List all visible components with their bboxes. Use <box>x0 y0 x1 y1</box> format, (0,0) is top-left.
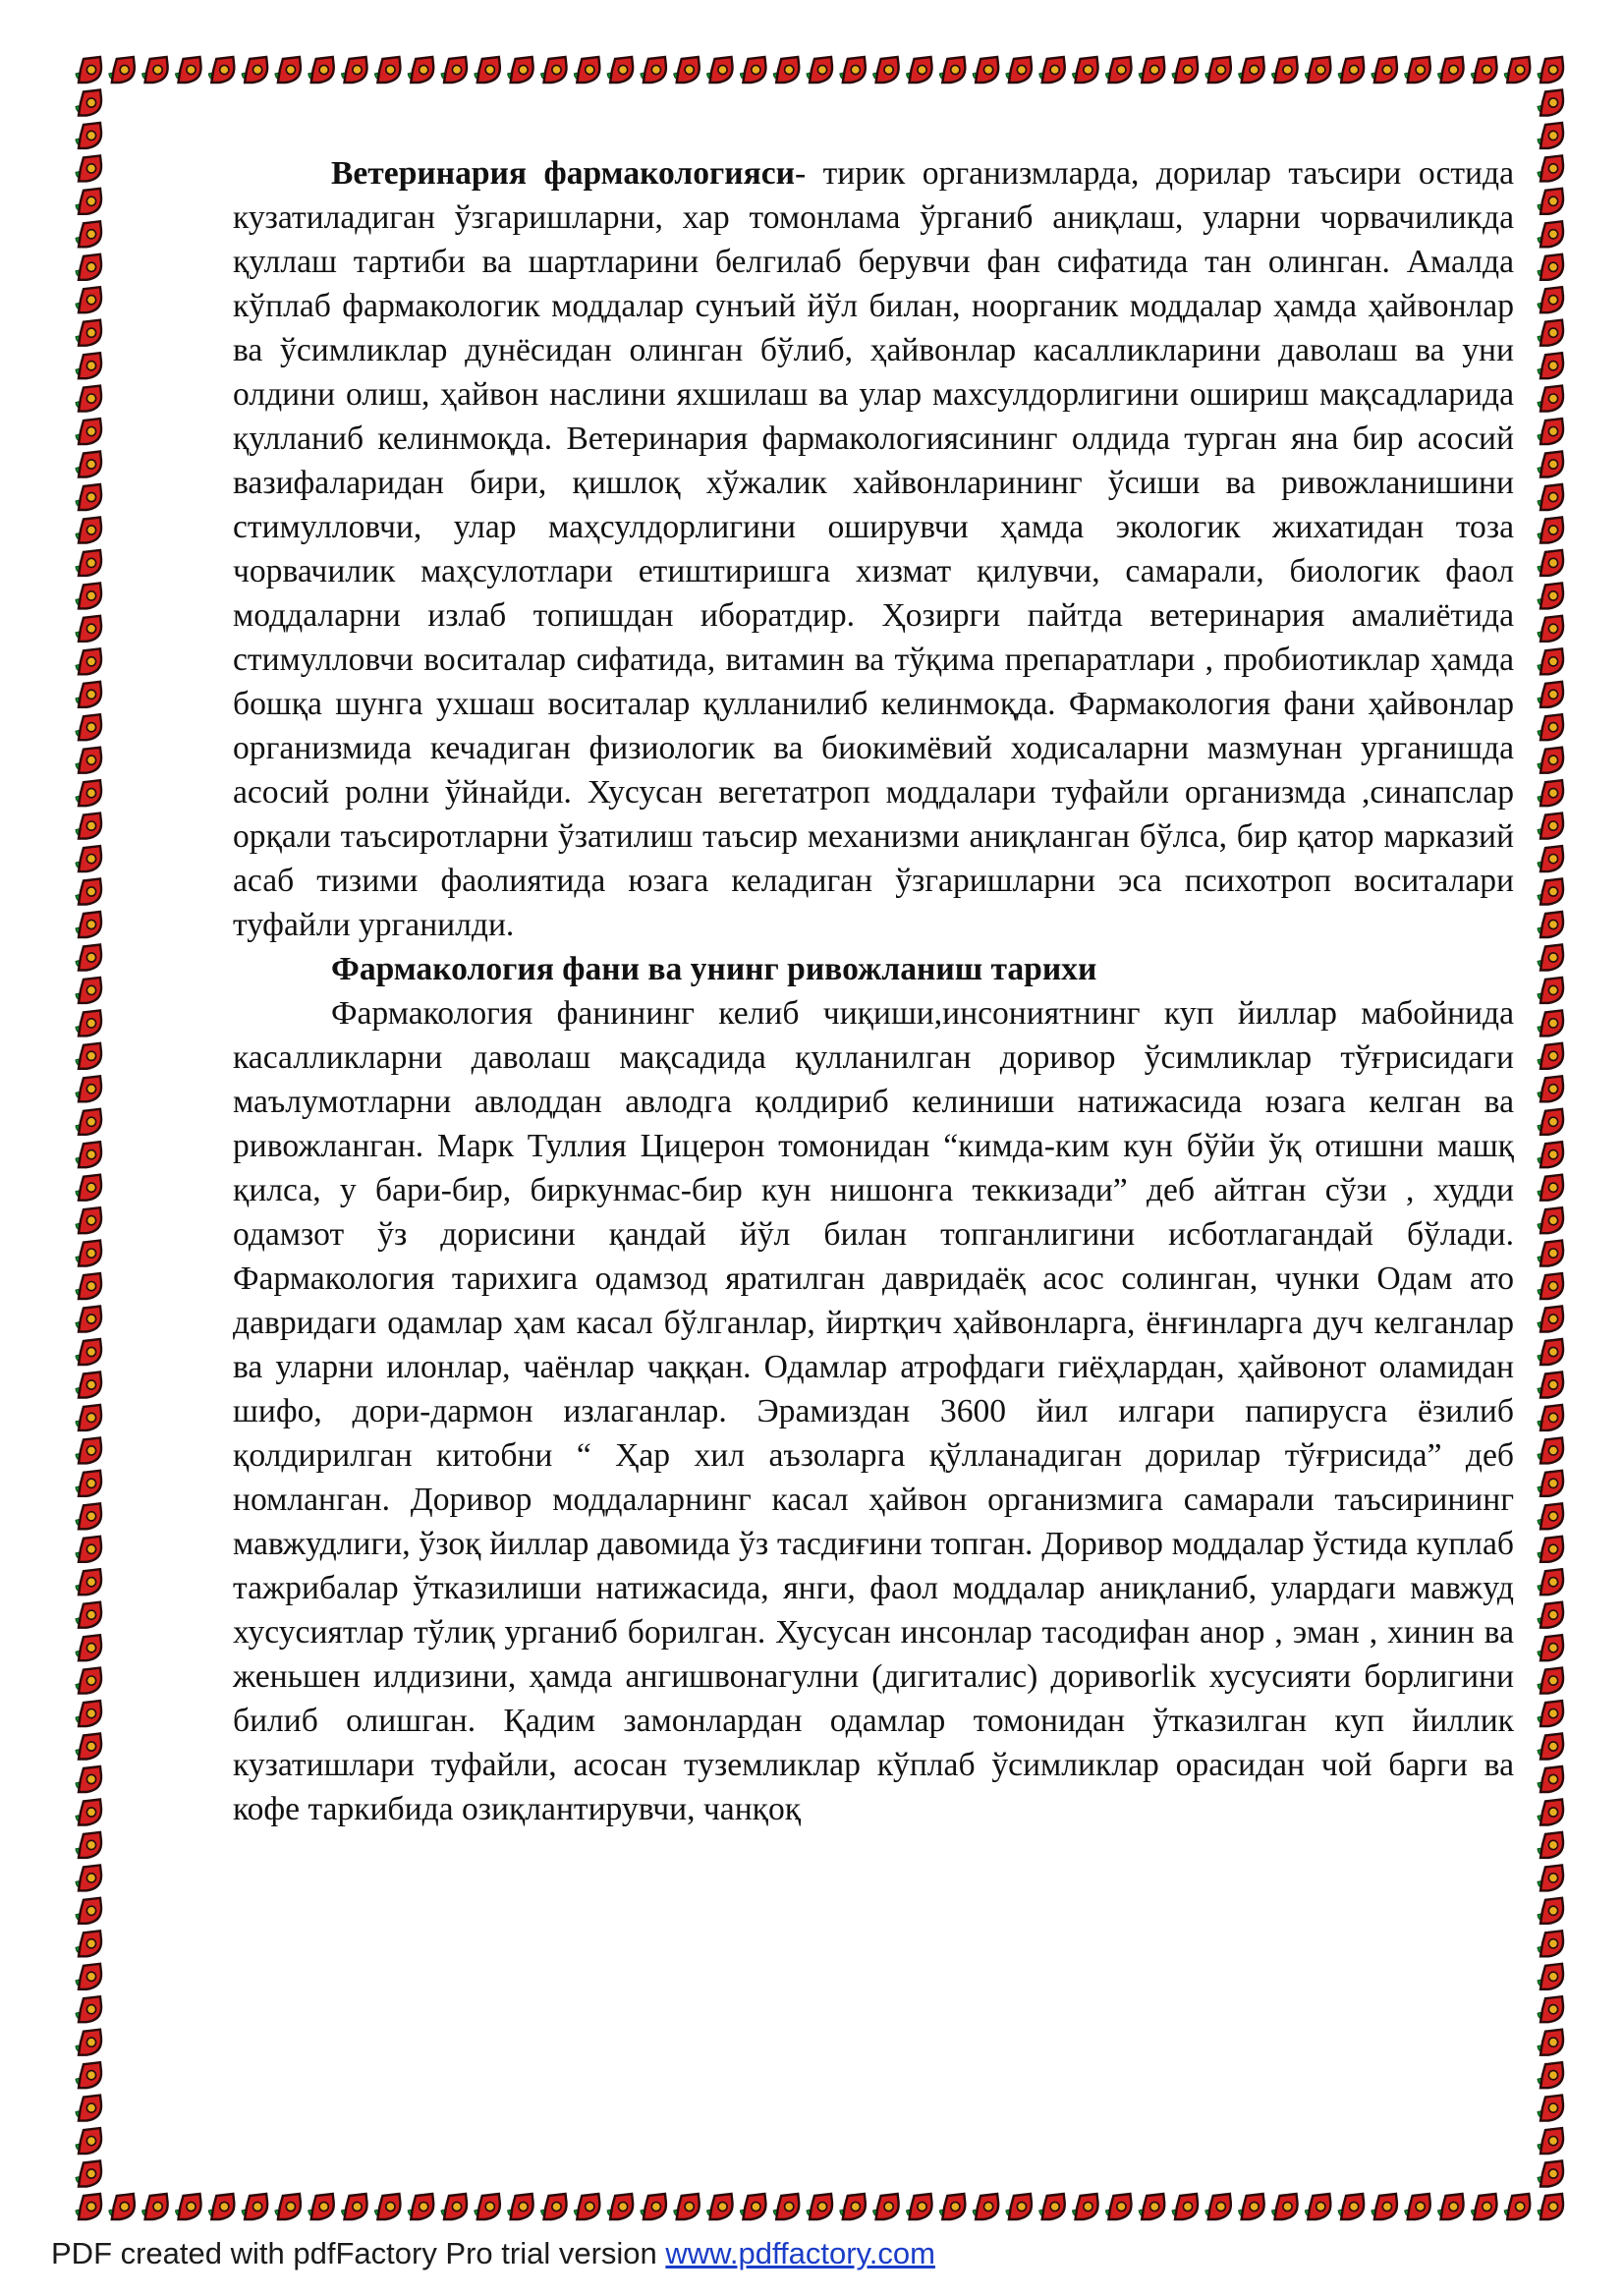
flower-border-icon <box>740 57 765 83</box>
flower-border-icon <box>1538 748 1563 773</box>
flower-border-icon <box>76 1437 101 1463</box>
flower-border-icon <box>1338 2194 1364 2219</box>
pdf-footer <box>51 2236 935 2271</box>
flower-border-icon <box>142 57 168 83</box>
flower-border-icon <box>1538 1109 1563 1135</box>
flower-border-icon <box>76 1569 101 1595</box>
flower-border-icon <box>707 2194 733 2219</box>
flower-border-icon <box>76 879 101 905</box>
flower-border-icon <box>1538 1010 1563 1036</box>
flower-border-icon <box>607 2194 633 2219</box>
flower-border-icon <box>76 1339 101 1365</box>
flower-border-icon <box>1538 2062 1563 2088</box>
flower-border-icon <box>1538 1372 1563 1398</box>
paragraph-history: Фармакология фанининг келиб чиқиши,инсониятнинг куп йиллар мабойнида касалликларни даволаш мақсадида қулланилган доривор ўсимликлар тўғрисидаги маълумотларни авлоддан авлодга қолдириб келиниши натижасида юзага келган ва ривожланган. Марк Туллия Цицерон томонидан “кимда-ким кун бўйи ўқ отишни машқ қилса, у бари-бир, биркунмас-бир кун нишонга теккизади” деб айтган сўзи , худди одамзот ўз дорисини қандай йўл билан топганлигини исботлагандай бўлади. Фармакология тарихига одамзод яратилган давридаёқ асос солинган, чунки Одам ато давридаги одамлар ҳам касал бўлганлар, йиртқич ҳайвонларга, ёнғинларга дуч келганлар ва уларни илонлар, чаёнлар чаққан. Одамлар атрофдаги гиёҳлардан, ҳайвонот оламидан шифо, дори-дармон излаганлар. Эрамиздан 3600 йил илгари папирусга ёзилиб қолдирилган китобни “ Ҳар хил аъзоларга қўлланадиган дорилар тўғрисида” деб номланган. Доривор моддаларнинг касал ҳайвон организмига самарали таъсирининг мавжудлиги, ўзоқ йиллар давомида ўз тасдиғини топган. Доривор моддалар ўстида куплаб тажрибалар ўтказилиши натижасида, янги, фаол моддалар аниқланиб, улардаги мавжуд хусусиятлар тўлиқ урганиб борилган. Хусусан инсонлар тасодифан анор , эман , хинин ва женьшен илдизини, ҳамда ангишвонагулни (дигиталис) доривorlik хусусияти борлигини билиб олишган. Қадим замонлардан одамлар томонидан ўтказилган куп йиллик кузатишлари туфайли, асосан туземликлар кўплаб ўсимликлар орасидан чой барги ва кофе таркибида озиқлантирувчи, чанқоқ <box>233 995 1514 1827</box>
flower-border-icon <box>76 945 101 971</box>
flower-border-icon <box>1272 57 1298 83</box>
flower-border-icon <box>1538 1471 1563 1496</box>
flower-border-icon <box>1139 57 1164 83</box>
flower-border-icon <box>308 2194 334 2219</box>
flower-border-icon <box>1538 386 1563 412</box>
flower-border-icon <box>707 57 733 83</box>
flower-border-icon <box>873 57 899 83</box>
flower-border-icon <box>1172 57 1198 83</box>
flower-border-icon <box>674 2194 700 2219</box>
flower-border-icon <box>76 1635 101 1660</box>
flower-border-icon <box>1538 648 1563 674</box>
flower-border-icon <box>1538 1339 1563 1365</box>
flower-border-icon <box>76 583 101 608</box>
flower-border-icon <box>641 2194 666 2219</box>
flower-border-icon <box>76 452 101 477</box>
flower-border-icon <box>408 57 433 83</box>
flower-border-icon <box>1305 57 1330 83</box>
flower-border-icon <box>76 155 101 181</box>
flower-border-icon <box>142 2194 168 2219</box>
flower-border-icon <box>76 1766 101 1792</box>
flower-border-icon <box>1538 1273 1563 1299</box>
flower-border-icon <box>1538 484 1563 510</box>
flower-border-icon <box>1538 1307 1563 1332</box>
flower-border-icon <box>76 1832 101 1858</box>
flower-border-icon <box>1538 1503 1563 1529</box>
flower-border-icon <box>1006 57 1032 83</box>
flower-border-icon <box>76 57 101 83</box>
flower-border-icon <box>76 1964 101 1989</box>
flower-border-icon <box>1538 813 1563 839</box>
flower-border-icon <box>1538 419 1563 444</box>
flower-border-icon <box>76 518 101 543</box>
flower-border-icon <box>76 682 101 707</box>
flower-border-icon <box>76 320 101 346</box>
flower-border-icon <box>1538 1898 1563 1924</box>
flower-border-icon <box>773 2194 799 2219</box>
flower-border-icon <box>939 2194 965 2219</box>
flower-border-icon <box>1538 353 1563 378</box>
flower-border-icon <box>76 846 101 871</box>
flower-border-icon <box>840 57 866 83</box>
flower-border-icon <box>1538 189 1563 214</box>
flower-border-icon <box>76 1273 101 1299</box>
flower-border-icon <box>574 57 599 83</box>
flower-border-icon <box>1538 518 1563 543</box>
flower-border-icon <box>76 287 101 312</box>
flower-border-icon <box>1538 1931 1563 1956</box>
flower-border-icon <box>1105 2194 1131 2219</box>
flower-border-icon <box>76 1175 101 1201</box>
flower-border-icon <box>1538 2030 1563 2055</box>
flower-border-icon <box>939 57 965 83</box>
flower-border-icon <box>76 1668 101 1694</box>
flower-border-icon <box>76 123 101 148</box>
flower-border-icon <box>76 714 101 740</box>
flower-border-icon <box>76 1602 101 1628</box>
footer-link[interactable]: www.pdffactory.com <box>665 2236 935 2270</box>
flower-border-icon <box>1538 2128 1563 2154</box>
flower-border-icon <box>607 57 633 83</box>
flower-border-icon <box>76 1800 101 1825</box>
flower-border-icon <box>76 1931 101 1956</box>
flower-border-icon <box>574 2194 599 2219</box>
flower-border-icon <box>76 978 101 1003</box>
flower-border-icon <box>1538 1701 1563 1726</box>
flower-border-icon <box>1272 2194 1298 2219</box>
flower-border-icon <box>907 2194 932 2219</box>
flower-border-icon <box>907 57 932 83</box>
flower-border-icon <box>208 2194 234 2219</box>
flower-border-icon <box>76 1241 101 1266</box>
flower-border-icon <box>1039 57 1065 83</box>
flower-border-icon <box>308 57 334 83</box>
flower-border-icon <box>76 780 101 806</box>
flower-border-icon <box>242 2194 267 2219</box>
flower-border-icon <box>176 57 201 83</box>
flower-border-icon <box>441 57 467 83</box>
flower-border-icon <box>541 2194 567 2219</box>
flower-border-icon <box>1538 1241 1563 1266</box>
flower-border-icon <box>76 1010 101 1036</box>
flower-border-icon <box>1538 1734 1563 1760</box>
flower-border-icon <box>76 1734 101 1760</box>
flower-border-icon <box>1538 616 1563 642</box>
flower-border-icon <box>773 57 799 83</box>
flower-border-icon <box>1538 879 1563 905</box>
flower-border-icon <box>76 1701 101 1726</box>
flower-border-icon <box>1538 978 1563 1003</box>
flower-border-icon <box>1538 1405 1563 1430</box>
flower-border-icon <box>1471 57 1496 83</box>
flower-border-icon <box>408 2194 433 2219</box>
flower-border-icon <box>1538 780 1563 806</box>
flower-border-icon <box>342 2194 367 2219</box>
flower-border-icon <box>1538 1865 1563 1890</box>
flower-border-icon <box>76 221 101 247</box>
flower-border-icon <box>1239 57 1264 83</box>
flower-border-icon <box>508 57 533 83</box>
flower-border-icon <box>76 616 101 642</box>
flower-border-icon <box>840 2194 866 2219</box>
flower-border-icon <box>1538 1437 1563 1463</box>
flower-border-icon <box>1538 1175 1563 1201</box>
flower-border-icon <box>76 550 101 576</box>
flower-border-icon <box>1372 2194 1397 2219</box>
flower-border-icon <box>1538 320 1563 346</box>
flower-border-icon <box>76 2030 101 2055</box>
flower-border-icon <box>1405 2194 1430 2219</box>
flower-border-icon <box>1239 2194 1264 2219</box>
flower-border-icon <box>1538 1766 1563 1792</box>
flower-border-icon <box>1471 2194 1496 2219</box>
flower-border-icon <box>242 57 267 83</box>
flower-border-icon <box>76 2161 101 2187</box>
paragraph-intro <box>233 151 1514 947</box>
flower-border-icon <box>76 1865 101 1890</box>
flower-border-icon <box>76 1996 101 2022</box>
flower-border-icon <box>1538 1832 1563 1858</box>
flower-border-icon <box>1039 2194 1065 2219</box>
flower-border-icon <box>1139 2194 1164 2219</box>
section-heading: Фармакология фани ва унинг ривожланиш тарихи <box>331 951 1097 987</box>
flower-border-icon <box>1538 123 1563 148</box>
flower-border-icon <box>76 2128 101 2154</box>
flower-border-icon <box>76 1537 101 1562</box>
flower-border-icon <box>76 1405 101 1430</box>
flower-border-icon <box>674 57 700 83</box>
flower-border-icon <box>109 57 135 83</box>
flower-border-icon <box>641 57 666 83</box>
flower-border-icon <box>342 57 367 83</box>
flower-border-icon <box>1538 452 1563 477</box>
flower-border-icon <box>76 189 101 214</box>
flower-border-icon <box>1538 2194 1563 2219</box>
flower-border-icon <box>873 2194 899 2219</box>
flower-border-icon <box>1538 1635 1563 1660</box>
flower-border-icon <box>1538 1076 1563 1101</box>
flower-border-icon <box>1538 1207 1563 1233</box>
flower-border-icon <box>1538 583 1563 608</box>
flower-border-icon <box>1538 714 1563 740</box>
flower-border-icon <box>1205 57 1231 83</box>
flower-border-icon <box>76 1043 101 1069</box>
flower-border-icon <box>740 2194 765 2219</box>
flower-border-icon <box>76 2194 101 2219</box>
flower-border-icon <box>76 648 101 674</box>
flower-border-icon <box>1538 945 1563 971</box>
flower-border-icon <box>76 1109 101 1135</box>
flower-border-icon <box>76 254 101 280</box>
flower-border-icon <box>1538 287 1563 312</box>
flower-border-icon <box>275 57 301 83</box>
flower-border-icon <box>1538 1668 1563 1694</box>
flower-border-icon <box>1073 2194 1098 2219</box>
flower-border-icon <box>208 57 234 83</box>
document-body <box>233 151 1514 1831</box>
flower-border-icon <box>973 57 998 83</box>
flower-border-icon <box>1538 57 1563 83</box>
flower-border-icon <box>1405 57 1430 83</box>
flower-border-icon <box>1538 846 1563 871</box>
flower-border-icon <box>1538 254 1563 280</box>
flower-border-icon <box>1538 1602 1563 1628</box>
flower-border-icon <box>973 2194 998 2219</box>
flower-border-icon <box>475 2194 500 2219</box>
flower-border-icon <box>1538 2096 1563 2121</box>
flower-border-icon <box>541 57 567 83</box>
flower-border-icon <box>76 748 101 773</box>
flower-border-icon <box>1538 1569 1563 1595</box>
flower-border-icon <box>76 1207 101 1233</box>
flower-border-icon <box>1305 2194 1330 2219</box>
paragraph-intro-text: - тирик организмларда, дорилар таъсири остида кузатиладиган ўзгаришларни, хар томонлама ўрганиб аниқлаш, уларни чорвачиликда қуллаш тартиби ва шартларини белгилаб берувчи фан сифатида тан олинган. Амалда кўплаб фармакологик моддалар сунъий йўл билан, ноорганик моддалар ҳамда ҳайвонлар ва ўсимликлар дунёсидан олинган бўлиб, ҳайвонлар касалликларини даволаш ва уни олдини олиш, ҳайвон наслини яхшилаш ва улар махсулдорлигини ошириш мақсадларида қулланиб келинмоқда. Ветеринария фармакологиясининг олдида турган яна бир асосий вазифаларидан бири, қишлоқ хўжалик хайвонларининг ўсиши ва ривожланишини стимулловчи, улар маҳсулдорлигини оширувчи ҳамда экологик жихатидан тоза чорвачилик маҳсулотлари етиштиришга хизмат қилувчи, самарали, биологик фаол моддаларни излаб топишдан иборатдир. Ҳозирги пайтда ветеринария амалиётида стимулловчи воситалар сифатида, витамин ва тўқима препаратлари , пробиотиклар ҳамда бошқа шунга ухшаш воситалар қулланилиб келинмоқда. Фармакология фани ҳайвонлар организмида кечадиган физиологик ва биокимёвий ходисаларни мазмунан урганишда асосий ролни ўйнайди. Хусусан вегетатроп моддалари туфайли организмда ,синапслар орқали таъсиротларни ўзатилиш таъсир механизми аниқланган бўлса, бир қатор марказий асаб тизими фаолиятида юзага келадиган ўзгаришларни эса психотроп воситалари туфайли урганилди. <box>233 155 1514 943</box>
flower-border-icon <box>1006 2194 1032 2219</box>
flower-border-icon <box>1538 2161 1563 2187</box>
flower-border-icon <box>807 57 832 83</box>
flower-border-icon <box>76 353 101 378</box>
flower-border-icon <box>1538 1964 1563 1989</box>
flower-border-icon <box>374 57 400 83</box>
flower-border-icon <box>76 386 101 412</box>
flower-border-icon <box>1538 155 1563 181</box>
flower-border-icon <box>76 1503 101 1529</box>
flower-border-icon <box>76 419 101 444</box>
flower-border-icon <box>1538 682 1563 707</box>
flower-border-icon <box>1538 221 1563 247</box>
flower-border-icon <box>76 1471 101 1496</box>
flower-border-icon <box>475 57 500 83</box>
flower-border-icon <box>1538 1043 1563 1069</box>
flower-border-icon <box>1073 57 1098 83</box>
flower-border-icon <box>1105 57 1131 83</box>
flower-border-icon <box>1172 2194 1198 2219</box>
flower-border-icon <box>807 2194 832 2219</box>
flower-border-icon <box>1538 90 1563 116</box>
flower-border-icon <box>76 1307 101 1332</box>
footer-text: PDF created with pdfFactory Pro trial version <box>51 2236 666 2270</box>
flower-border-icon <box>76 1076 101 1101</box>
flower-border-icon <box>1538 550 1563 576</box>
flower-border-icon <box>1438 57 1464 83</box>
term-lead: Ветеринария фармакологияси <box>331 155 795 192</box>
flower-border-icon <box>1538 1996 1563 2022</box>
flower-border-icon <box>508 2194 533 2219</box>
flower-border-icon <box>76 2062 101 2088</box>
flower-border-icon <box>1504 2194 1530 2219</box>
flower-border-icon <box>1504 57 1530 83</box>
flower-border-icon <box>76 1372 101 1398</box>
flower-border-icon <box>76 1142 101 1167</box>
flower-border-icon <box>441 2194 467 2219</box>
flower-border-icon <box>1438 2194 1464 2219</box>
flower-border-icon <box>76 90 101 116</box>
flower-border-icon <box>76 912 101 937</box>
flower-border-icon <box>374 2194 400 2219</box>
flower-border-icon <box>176 2194 201 2219</box>
flower-border-icon <box>76 1898 101 1924</box>
flower-border-icon <box>1205 2194 1231 2219</box>
flower-border-icon <box>76 484 101 510</box>
flower-border-icon <box>1372 57 1397 83</box>
flower-border-icon <box>1538 1800 1563 1825</box>
flower-border-icon <box>76 2096 101 2121</box>
flower-border-icon <box>76 813 101 839</box>
flower-border-icon <box>1538 1142 1563 1167</box>
flower-border-icon <box>1538 1537 1563 1562</box>
flower-border-icon <box>275 2194 301 2219</box>
flower-border-icon <box>1338 57 1364 83</box>
flower-border-icon <box>1538 912 1563 937</box>
flower-border-icon <box>109 2194 135 2219</box>
